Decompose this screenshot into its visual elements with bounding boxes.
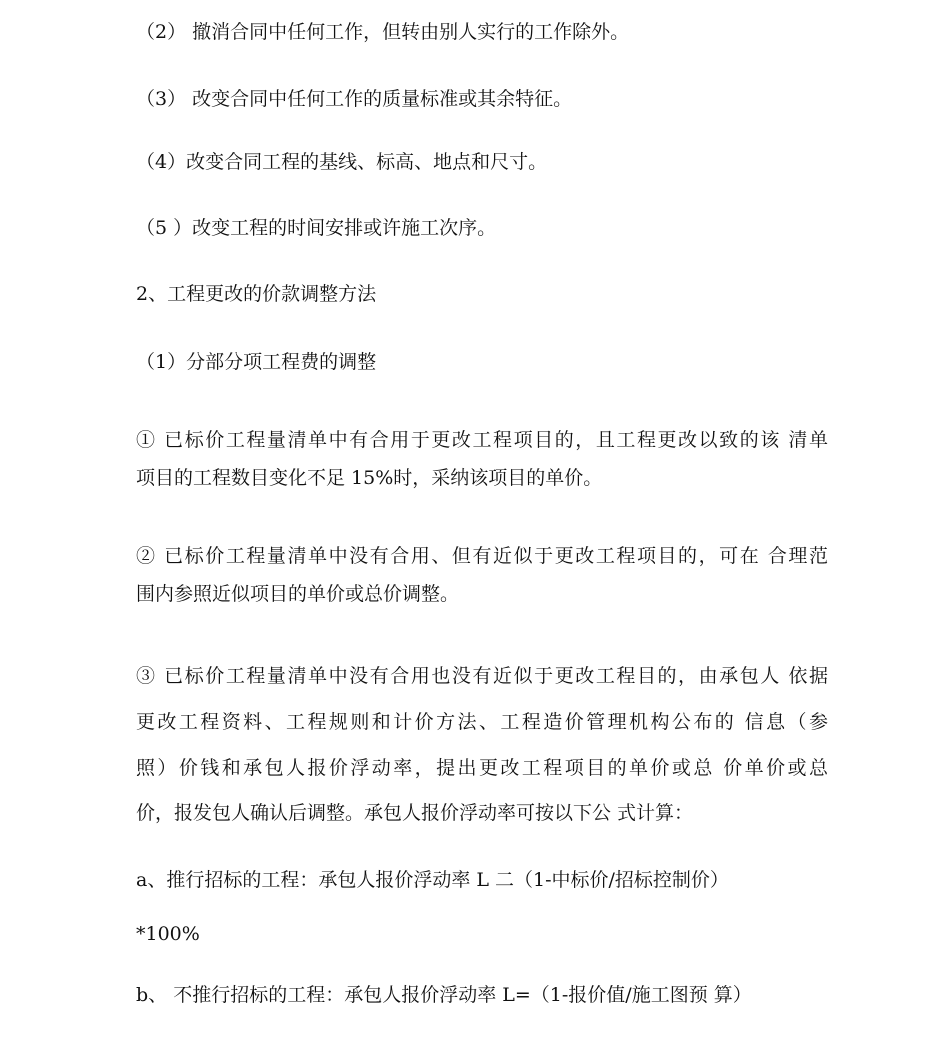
paragraph-2-line-2: 围内参照近似项目的单价或总价调整。 (136, 583, 460, 605)
paragraph-3-line-3: 照）价钱和承包人报价浮动率，提出更改工程项目的单价或总 价单价或总 (136, 757, 828, 779)
formula-a-continued: *100% (136, 923, 200, 945)
paragraph-1-line-1: ① 已标价工程量清单中有合用于更改工程项目的，且工程更改以致的该 清单 (136, 429, 828, 451)
paragraph-2-line-1: ② 已标价工程量清单中没有合用、但有近似于更改工程项目的，可在 合理范 (136, 545, 828, 567)
subsection-heading: （1）分部分项工程费的调整 (136, 351, 377, 373)
list-item-5: （5 ）改变工程的时间安排或许施工次序。 (136, 217, 497, 239)
paragraph-1-line-2: 项目的工程数目变化不足 15%时，采纳该项目的单价。 (136, 467, 603, 489)
paragraph-3-line-4: 价，报发包人确认后调整。承包人报价浮动率可按以下公 式计算： (136, 802, 694, 824)
paragraph-3-line-2: 更改工程资料、工程规则和计价方法、工程造价管理机构公布的 信息（参 (136, 711, 828, 733)
formula-b: b、 不推行招标的工程：承包人报价浮动率 L=（1-报价值/施工图预 算） (136, 984, 752, 1006)
list-item-2: （2） 撤消合同中任何工作，但转由别人实行的工作除外。 (136, 21, 630, 43)
formula-a: a、推行招标的工程：承包人报价浮动率 L 二（1-中标价/招标控制价） (136, 869, 729, 891)
paragraph-3-line-1: ③ 已标价工程量清单中没有合用也没有近似于更改工程目的，由承包人 依据 (136, 665, 828, 687)
section-heading: 2、工程更改的价款调整方法 (136, 283, 377, 305)
list-item-4: （4）改变合同工程的基线、标高、地点和尺寸。 (136, 151, 548, 173)
list-item-3: （3） 改变合同中任何工作的质量标准或其余特征。 (136, 88, 573, 110)
